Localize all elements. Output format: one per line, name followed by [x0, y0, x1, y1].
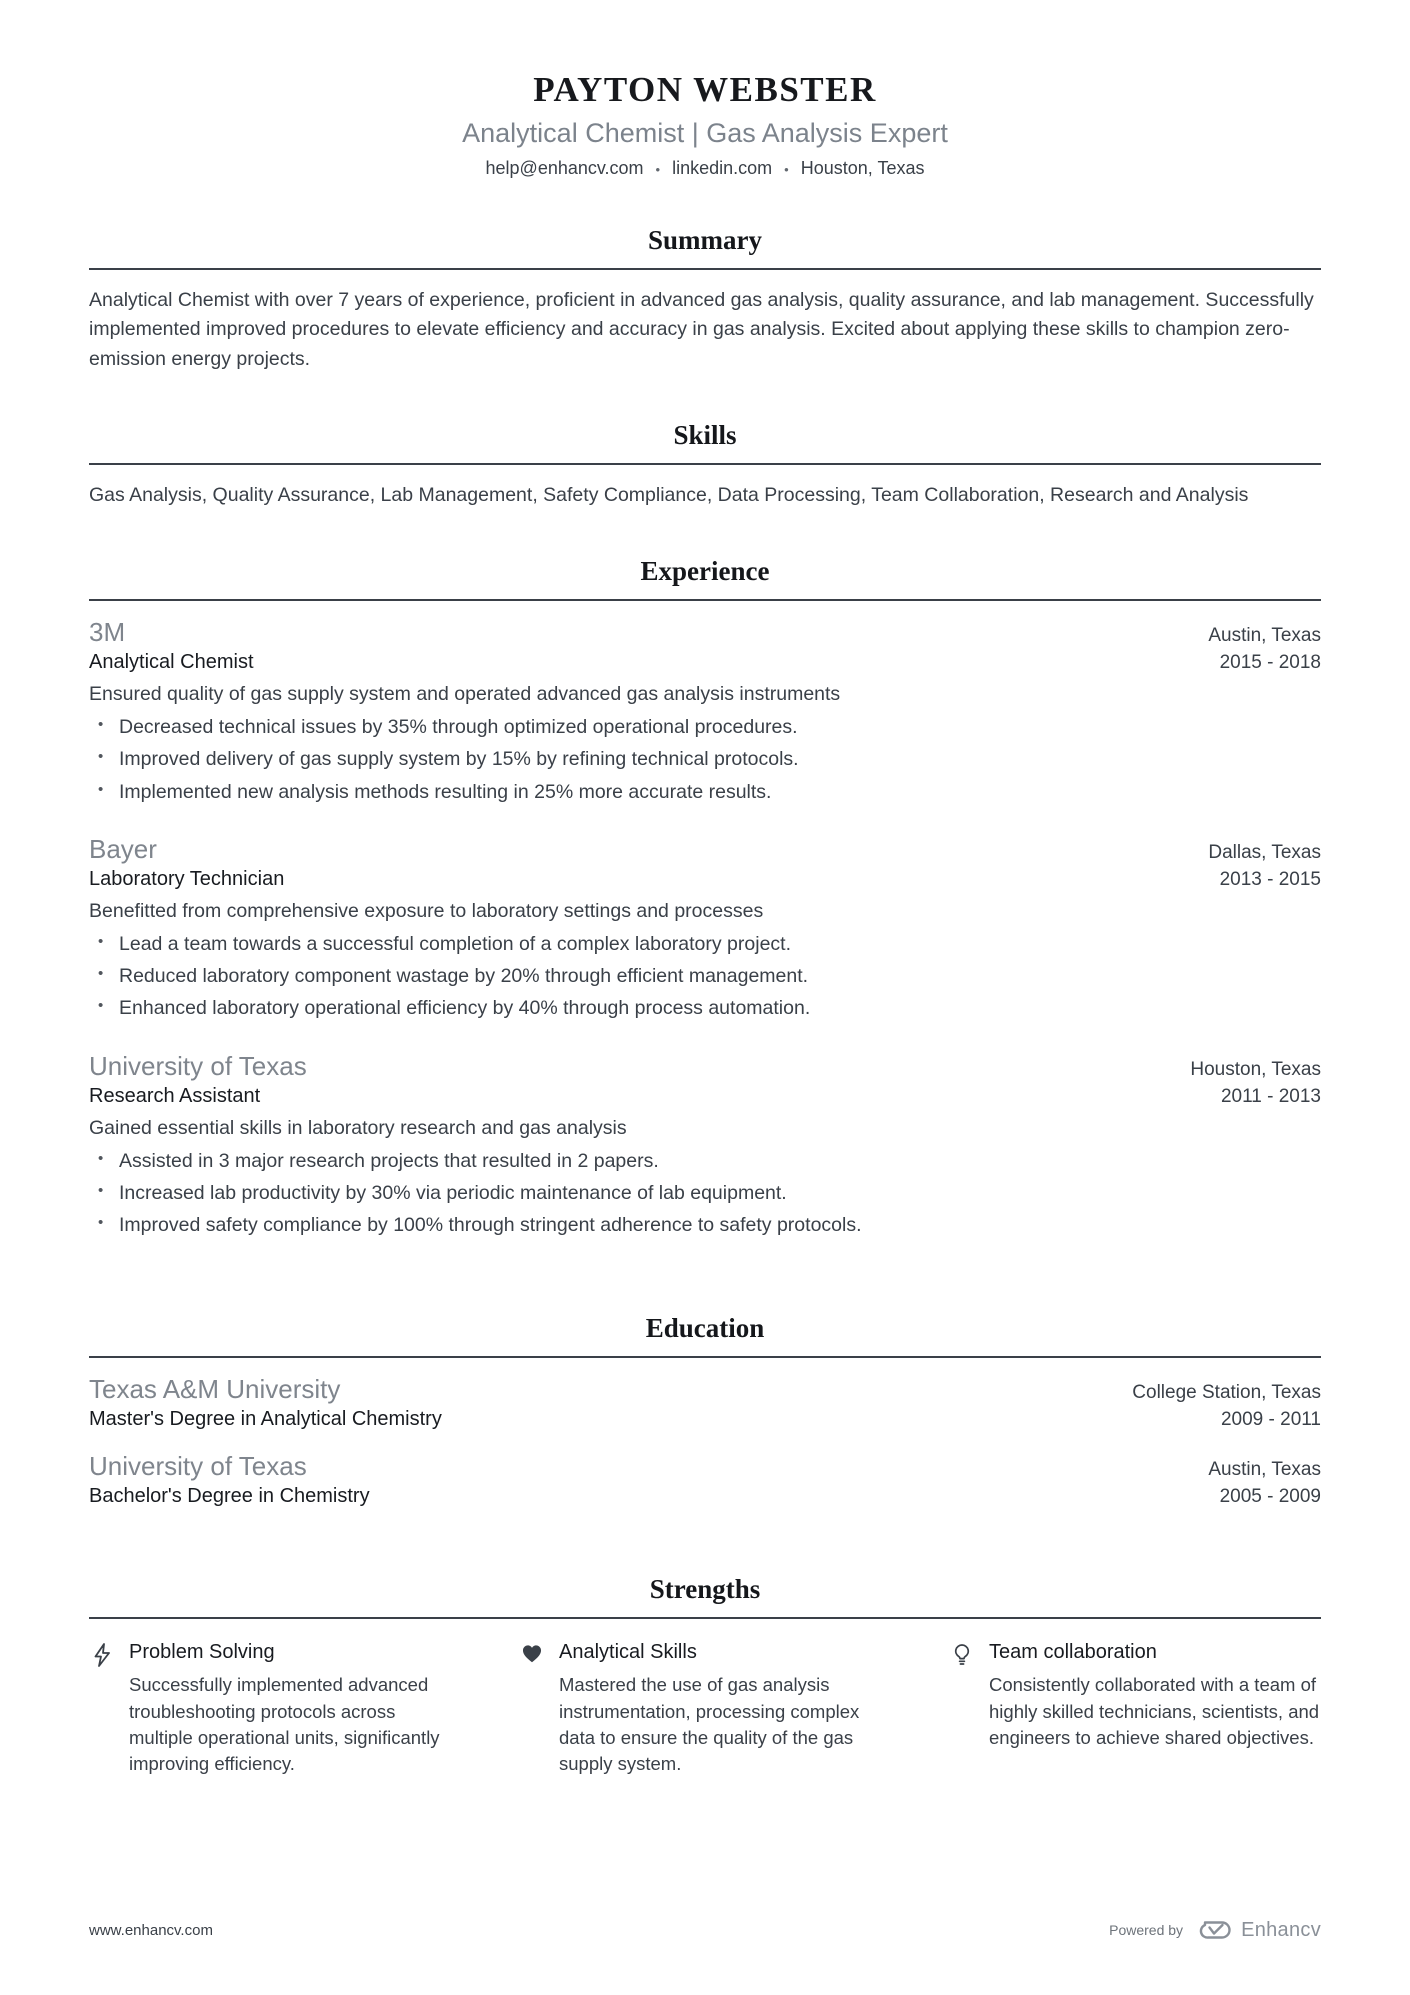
entry-location: Austin, Texas — [1208, 1459, 1321, 1481]
degree-title: Bachelor's Degree in Chemistry — [89, 1485, 370, 1508]
email-link[interactable]: help@enhancv.com — [485, 158, 644, 178]
bullet-list — [89, 930, 1321, 1023]
entry-dates: 2009 - 2011 — [1220, 1409, 1321, 1431]
strength-title: Team collaboration — [989, 1641, 1157, 1664]
resume-page — [89, 0, 1321, 1995]
strength-text: Consistently collaborated with a team of highly skilled technicians, scientists, and engineers to achieve shared objectives. — [989, 1674, 1320, 1748]
page-footer — [89, 1917, 1321, 1943]
entry-summary: Gained essential skills in laboratory research and gas analysis — [89, 1116, 627, 1139]
entry-location: Dallas, Texas — [1208, 841, 1321, 863]
bullet-list — [89, 1147, 1321, 1240]
entry-summary: Benefitted from comprehensive exposure to laboratory settings and processes — [89, 899, 764, 922]
strength-item — [519, 1641, 891, 1777]
experience-section — [89, 510, 1321, 1267]
experience-entry — [89, 1051, 1321, 1240]
role-title: Laboratory Technician — [89, 867, 285, 890]
school-name: University of Texas — [89, 1451, 307, 1482]
bullet-item: • Decreased technical issues by 35% through optimized operational procedures. — [89, 713, 1321, 741]
education-heading: Education — [645, 1313, 765, 1344]
contact-row — [89, 158, 1321, 179]
section-divider — [89, 268, 1321, 270]
role-title: Research Assistant — [89, 1084, 261, 1107]
bullet-item: • Improved safety compliance by 100% through stringent adherence to safety protocols. — [89, 1211, 1321, 1239]
section-divider — [89, 1356, 1321, 1358]
skills-text: Gas Analysis, Quality Assurance, Lab Management, Safety Compliance, Data Processing, Team Collaboration, Research and Analysis — [89, 483, 1249, 506]
strength-title: Analytical Skills — [559, 1641, 697, 1664]
powered-by-group[interactable] — [1109, 1917, 1321, 1943]
section-divider — [89, 599, 1321, 601]
bullet-item: • Implemented new analysis methods resulting in 25% more accurate results. — [89, 778, 1321, 806]
strength-item — [89, 1641, 461, 1777]
candidate-title: Analytical Chemist | Gas Analysis Expert — [462, 118, 948, 148]
education-entry — [89, 1374, 1321, 1431]
school-name: Texas A&M University — [89, 1374, 341, 1405]
summary-text: Analytical Chemist with over 7 years of experience, proficient in advanced gas analysis, quality assurance, and lab management. Successfully implemented improved procedures to elevate efficiency and accuracy in gas analysis. Excited about applying these skills to champion zero-emission energy projects. — [89, 289, 1314, 370]
entry-summary: Ensured quality of gas supply system and operated advanced gas analysis instruments — [89, 683, 841, 705]
strength-title: Problem Solving — [129, 1641, 275, 1664]
entry-location: Houston, Texas — [1190, 1058, 1321, 1080]
section-divider — [89, 1617, 1321, 1619]
skills-section — [89, 374, 1321, 510]
entry-location: Austin, Texas — [1208, 625, 1321, 646]
entry-dates: 2011 - 2013 — [1220, 1085, 1321, 1107]
entry-dates: 2005 - 2009 — [1219, 1486, 1321, 1508]
linkedin-link[interactable]: • linkedin.com — [644, 158, 773, 179]
company-name: University of Texas — [89, 1050, 307, 1081]
company-name: 3M — [89, 617, 126, 647]
bullet-item: • Increased lab productivity by 30% via periodic maintenance of lab equipment. — [89, 1179, 1321, 1207]
resume-header — [89, 70, 1321, 179]
enhancv-logo-icon — [1197, 1917, 1233, 1943]
entry-dates: 2013 - 2015 — [1219, 868, 1321, 890]
bullet-item: • Enhanced laboratory operational efficiency by 40% through process automation. — [89, 994, 1321, 1022]
bullet-list — [89, 713, 1321, 806]
strength-text: Successfully implemented advanced troubleshooting protocols across multiple operational units, significantly improving efficiency. — [129, 1674, 440, 1775]
summary-heading: Summary — [648, 225, 762, 255]
role-title: Analytical Chemist — [89, 651, 254, 673]
bullet-item: • Lead a team towards a successful completion of a complex laboratory project. — [89, 930, 1321, 958]
experience-entry — [89, 834, 1321, 1023]
strength-item — [949, 1641, 1321, 1777]
bullet-item: • Assisted in 3 major research projects that resulted in 2 papers. — [89, 1147, 1321, 1175]
powered-by-label: Powered by — [1109, 1922, 1184, 1938]
strength-text: Mastered the use of gas analysis instrumentation, processing complex data to ensure the quality of the gas supply system. — [559, 1674, 860, 1775]
entry-dates: 2015 - 2018 — [1219, 652, 1321, 673]
skills-heading: Skills — [673, 419, 737, 450]
lightbulb-icon — [951, 1643, 973, 1667]
degree-title: Master's Degree in Analytical Chemistry — [89, 1408, 442, 1431]
enhancv-brand-text: Enhancv — [1241, 1918, 1321, 1941]
education-entry — [89, 1451, 1321, 1508]
enhancv-website-link[interactable]: www.enhancv.com — [89, 1921, 213, 1939]
location-text: • Houston, Texas — [772, 158, 924, 179]
heart-icon — [521, 1643, 543, 1667]
section-divider — [89, 463, 1321, 465]
strengths-heading: Strengths — [649, 1574, 761, 1605]
experience-heading: Experience — [640, 556, 770, 586]
summary-section — [89, 179, 1321, 374]
company-name: Bayer — [89, 833, 157, 864]
bullet-item: • Reduced laboratory component wastage by 20% through efficient management. — [89, 962, 1321, 990]
lightning-icon — [91, 1643, 113, 1667]
strengths-section — [89, 1528, 1321, 1777]
candidate-name: PAYTON WEBSTER — [533, 70, 877, 109]
strengths-grid — [89, 1641, 1321, 1777]
entry-location: College Station, Texas — [1132, 1382, 1321, 1404]
education-section — [89, 1267, 1321, 1528]
experience-entry — [89, 617, 1321, 806]
bullet-item: • Improved delivery of gas supply system by 15% by refining technical protocols. — [89, 745, 1321, 773]
